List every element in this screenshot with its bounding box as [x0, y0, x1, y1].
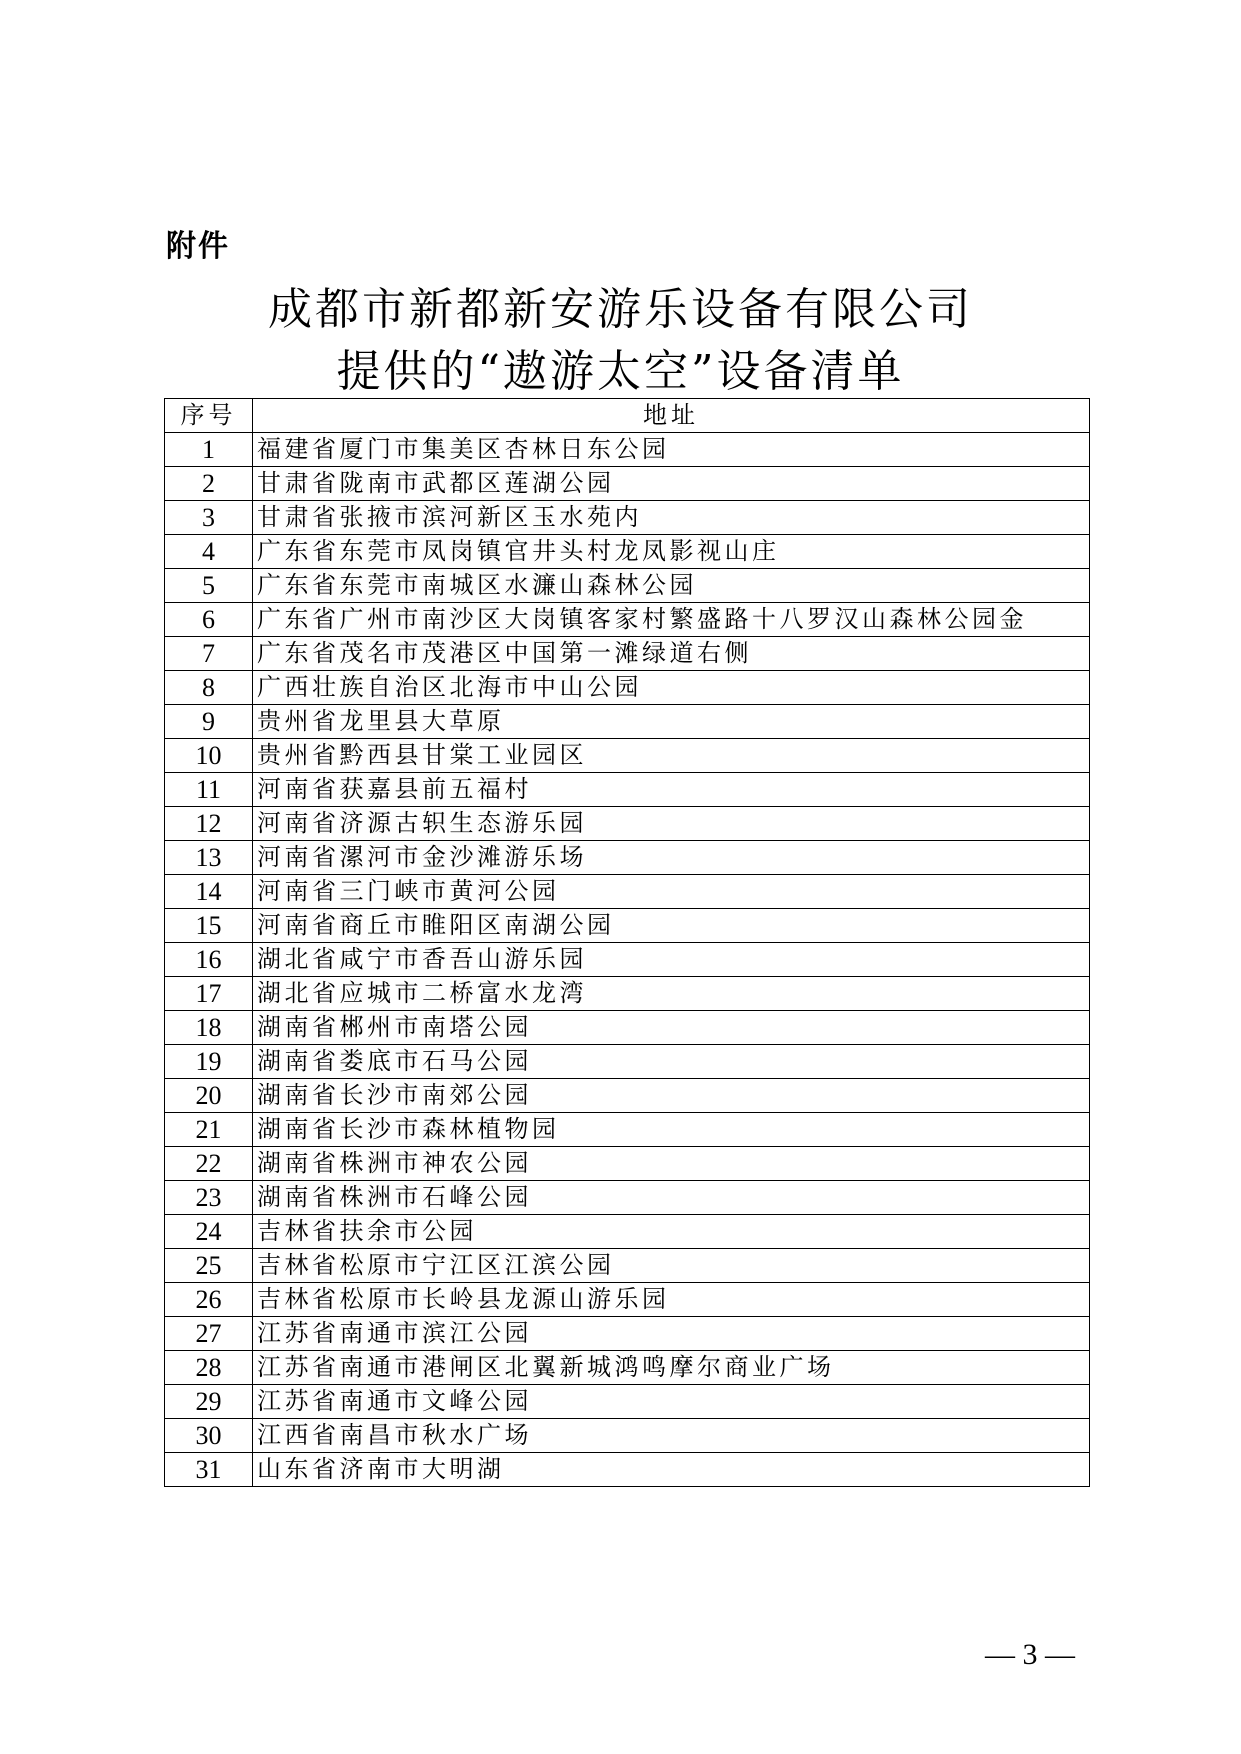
row-number-cell: 8 — [165, 671, 253, 705]
address-cell: 湖南省株洲市神农公园 — [253, 1147, 1090, 1181]
row-number-cell: 21 — [165, 1113, 253, 1147]
table-row — [165, 1419, 1090, 1453]
row-number-cell: 12 — [165, 807, 253, 841]
page-number: — 3 — — [985, 1638, 1075, 1671]
row-number-cell: 29 — [165, 1385, 253, 1419]
address-cell: 江西省南昌市秋水广场 — [253, 1419, 1090, 1453]
address-cell: 江苏省南通市港闸区北翼新城鸿鸣摩尔商业广场 — [253, 1351, 1090, 1385]
row-number-cell: 24 — [165, 1215, 253, 1249]
row-number-cell: 16 — [165, 943, 253, 977]
row-number-cell: 11 — [165, 773, 253, 807]
row-number-cell: 30 — [165, 1419, 253, 1453]
address-cell: 江苏省南通市文峰公园 — [253, 1385, 1090, 1419]
table-row — [165, 433, 1090, 467]
address-cell: 湖北省咸宁市香吾山游乐园 — [253, 943, 1090, 977]
table-row — [165, 705, 1090, 739]
row-number-cell: 23 — [165, 1181, 253, 1215]
document-title-line-2: 提供的“遨游太空”设备清单 — [336, 346, 905, 397]
table-row — [165, 1317, 1090, 1351]
row-number-cell: 4 — [165, 535, 253, 569]
address-cell: 河南省获嘉县前五福村 — [253, 773, 1090, 807]
row-number-cell: 15 — [165, 909, 253, 943]
table-row — [165, 1079, 1090, 1113]
table-row — [165, 1385, 1090, 1419]
row-number-cell: 1 — [165, 433, 253, 467]
row-number-cell: 14 — [165, 875, 253, 909]
address-cell: 广东省东莞市南城区水濂山森林公园 — [253, 569, 1090, 603]
column-header-address: 地址 — [253, 399, 1090, 433]
table-row — [165, 739, 1090, 773]
table-row — [165, 1215, 1090, 1249]
row-number-cell: 17 — [165, 977, 253, 1011]
address-cell: 河南省三门峡市黄河公园 — [253, 875, 1090, 909]
table-row — [165, 603, 1090, 637]
row-number-cell: 31 — [165, 1453, 253, 1487]
table-row — [165, 467, 1090, 501]
address-cell: 湖南省长沙市森林植物园 — [253, 1113, 1090, 1147]
row-number-cell: 28 — [165, 1351, 253, 1385]
row-number-cell: 5 — [165, 569, 253, 603]
row-number-cell: 26 — [165, 1283, 253, 1317]
row-number-cell: 19 — [165, 1045, 253, 1079]
address-cell: 广西壮族自治区北海市中山公园 — [253, 671, 1090, 705]
address-cell: 湖北省应城市二桥富水龙湾 — [253, 977, 1090, 1011]
address-cell: 贵州省龙里县大草原 — [253, 705, 1090, 739]
address-cell: 广东省茂名市茂港区中国第一滩绿道右侧 — [253, 637, 1090, 671]
table-header-row — [165, 399, 1090, 433]
table-row — [165, 501, 1090, 535]
table-row — [165, 1045, 1090, 1079]
table-row — [165, 773, 1090, 807]
address-cell: 广东省广州市南沙区大岗镇客家村繁盛路十八罗汉山森林公园金 — [253, 603, 1090, 637]
row-number-cell: 22 — [165, 1147, 253, 1181]
address-cell: 湖南省娄底市石马公园 — [253, 1045, 1090, 1079]
table-row — [165, 1249, 1090, 1283]
table-row — [165, 909, 1090, 943]
row-number-cell: 20 — [165, 1079, 253, 1113]
address-cell: 河南省济源古轵生态游乐园 — [253, 807, 1090, 841]
table-row — [165, 1011, 1090, 1045]
document-title-line-1: 成都市新都新安游乐设备有限公司 — [268, 284, 973, 335]
address-cell: 贵州省黔西县甘棠工业园区 — [253, 739, 1090, 773]
address-cell: 甘肃省陇南市武都区莲湖公园 — [253, 467, 1090, 501]
table-row — [165, 1351, 1090, 1385]
table-row — [165, 1147, 1090, 1181]
table-row — [165, 637, 1090, 671]
table-row — [165, 1453, 1090, 1487]
table-row — [165, 875, 1090, 909]
row-number-cell: 9 — [165, 705, 253, 739]
address-cell: 江苏省南通市滨江公园 — [253, 1317, 1090, 1351]
table-row — [165, 841, 1090, 875]
table-row — [165, 1181, 1090, 1215]
row-number-cell: 13 — [165, 841, 253, 875]
row-number-cell: 6 — [165, 603, 253, 637]
table-row — [165, 807, 1090, 841]
address-cell: 湖南省长沙市南郊公园 — [253, 1079, 1090, 1113]
address-cell: 山东省济南市大明湖 — [253, 1453, 1090, 1487]
table-row — [165, 671, 1090, 705]
row-number-cell: 3 — [165, 501, 253, 535]
address-cell: 吉林省松原市长岭县龙源山游乐园 — [253, 1283, 1090, 1317]
address-cell: 河南省漯河市金沙滩游乐场 — [253, 841, 1090, 875]
table-row — [165, 1113, 1090, 1147]
attachment-label: 附件 — [166, 229, 230, 264]
address-cell: 吉林省扶余市公园 — [253, 1215, 1090, 1249]
row-number-cell: 10 — [165, 739, 253, 773]
table-row — [165, 535, 1090, 569]
table-body — [165, 433, 1090, 1487]
row-number-cell: 7 — [165, 637, 253, 671]
column-header-number: 序号 — [165, 399, 253, 433]
table-row — [165, 569, 1090, 603]
address-cell: 湖南省株洲市石峰公园 — [253, 1181, 1090, 1215]
table-row — [165, 1283, 1090, 1317]
equipment-location-table — [164, 398, 1090, 1487]
row-number-cell: 2 — [165, 467, 253, 501]
table-row — [165, 943, 1090, 977]
address-cell: 湖南省郴州市南塔公园 — [253, 1011, 1090, 1045]
address-cell: 吉林省松原市宁江区江滨公园 — [253, 1249, 1090, 1283]
row-number-cell: 27 — [165, 1317, 253, 1351]
address-cell: 广东省东莞市凤岗镇官井头村龙凤影视山庄 — [253, 535, 1090, 569]
address-cell: 甘肃省张掖市滨河新区玉水苑内 — [253, 501, 1090, 535]
row-number-cell: 25 — [165, 1249, 253, 1283]
address-cell: 河南省商丘市睢阳区南湖公园 — [253, 909, 1090, 943]
table-row — [165, 977, 1090, 1011]
row-number-cell: 18 — [165, 1011, 253, 1045]
address-cell: 福建省厦门市集美区杏林日东公园 — [253, 433, 1090, 467]
